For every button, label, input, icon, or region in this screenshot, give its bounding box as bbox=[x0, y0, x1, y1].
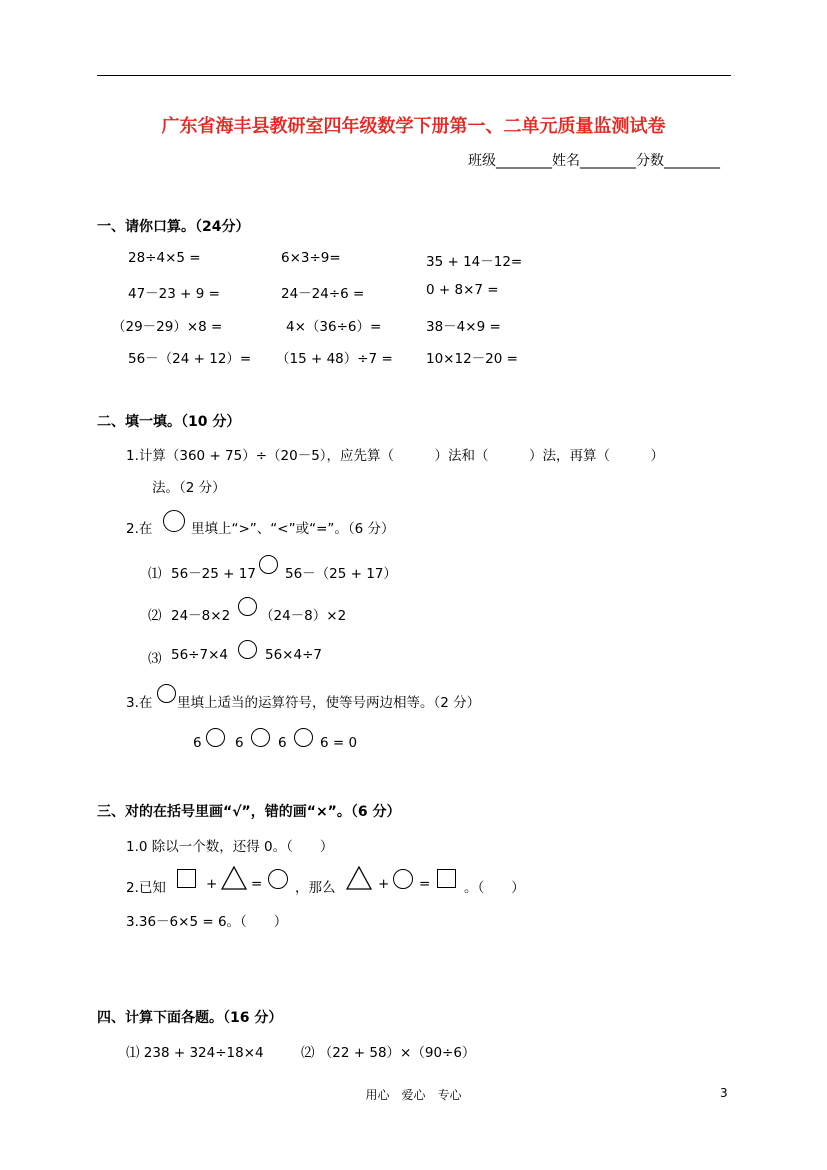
page-footer: 用心 爱心 专心 bbox=[365, 1088, 462, 1102]
compare-circle-icon[interactable] bbox=[238, 640, 257, 659]
s2-q2-item-right: 56－（25 + 17） bbox=[285, 566, 397, 582]
s3-q2-eq2: = bbox=[419, 876, 431, 892]
s2-q1-line1: 1.计算（360 + 75）÷（20－5），应先算（ ）法和（ ）法，再算（ ） bbox=[126, 448, 665, 464]
square-icon bbox=[177, 869, 196, 888]
s2-q2-prefix: 2.在 bbox=[126, 521, 153, 537]
operator-circle-icon[interactable] bbox=[206, 728, 225, 747]
s3-q2-mid: ，那么 bbox=[295, 880, 336, 896]
operator-circle-icon[interactable] bbox=[294, 728, 313, 747]
calc-item: 56－（24 + 12）= bbox=[128, 351, 252, 367]
calc-item: 35 + 14－12= bbox=[426, 254, 523, 270]
page-title: 广东省海丰县教研室四年级数学下册第一、二单元质量监测试卷 bbox=[161, 116, 666, 137]
s2-q2-item-label: ⑶ bbox=[148, 651, 162, 667]
page-number: 3 bbox=[720, 1086, 728, 1100]
s2-q2-item-label: ⑵ bbox=[148, 608, 162, 624]
s3-q2-eq: = bbox=[251, 876, 263, 892]
compare-circle-icon[interactable] bbox=[238, 597, 257, 616]
s2-q2-item-right: （24－8）×2 bbox=[260, 608, 347, 624]
s2-q2-item-label: ⑴ bbox=[148, 566, 162, 582]
student-info: 班级________姓名________分数________ bbox=[468, 153, 720, 169]
s2-q3-prefix: 3.在 bbox=[126, 695, 153, 711]
calc-item: 6×3÷9= bbox=[281, 250, 341, 266]
square-icon bbox=[437, 869, 456, 888]
s2-q3-number: 6 bbox=[193, 735, 202, 751]
s2-q3-number: 6 bbox=[235, 735, 244, 751]
s3-q3: 3.36－6×5 = 6。（ ） bbox=[126, 914, 288, 930]
s3-q2-end: 。（ ） bbox=[464, 880, 525, 896]
s3-q1: 1.0 除以一个数，还得 0。（ ） bbox=[126, 839, 334, 855]
s3-q2-plus2: + bbox=[378, 876, 390, 892]
s3-q2-prefix: 2.已知 bbox=[126, 880, 166, 896]
triangle-icon bbox=[346, 866, 372, 890]
section1-heading: 一、请你口算。（24分） bbox=[97, 219, 250, 235]
operator-circle-icon[interactable] bbox=[251, 728, 270, 747]
s2-q3-suffix: 里填上适当的运算符号，使等号两边相等。（2 分） bbox=[177, 695, 481, 711]
s2-q3-number: 6 = 0 bbox=[320, 735, 358, 751]
section4-heading: 四、计算下面各题。（16 分） bbox=[97, 1010, 283, 1026]
s2-q2-suffix: 里填上“>”、“<”或“=”。（6 分） bbox=[191, 521, 395, 537]
s2-q2-item-right: 56×4÷7 bbox=[265, 647, 322, 663]
calc-item: 38－4×9 = bbox=[426, 319, 501, 335]
calc-item: （29－29）×8 = bbox=[112, 319, 223, 335]
s2-q2-item-left: 56－25 + 17 bbox=[171, 566, 256, 582]
calc-item: （15 + 48）÷7 = bbox=[276, 351, 393, 367]
calc-item: 47－23 + 9 = bbox=[128, 286, 220, 302]
section3-heading: 三、对的在括号里画“√”，错的画“×”。（6 分） bbox=[97, 804, 401, 820]
calc-item: 0 + 8×7 = bbox=[426, 282, 499, 298]
triangle-icon bbox=[221, 866, 247, 890]
s3-q2-plus: + bbox=[206, 876, 218, 892]
section2-heading: 二、填一填。（10 分） bbox=[97, 414, 241, 430]
s4-q2: ⑵ （22 + 58）×（90÷6） bbox=[301, 1045, 476, 1061]
calc-item: 10×12－20 = bbox=[426, 351, 518, 367]
calc-item: 28÷4×5 = bbox=[128, 250, 201, 266]
answer-circle-icon bbox=[157, 684, 176, 703]
calc-item: 24－24÷6 = bbox=[281, 286, 365, 302]
answer-circle-icon bbox=[163, 510, 185, 532]
circle-icon bbox=[268, 869, 288, 889]
calc-item: 4×（36÷6）= bbox=[286, 319, 382, 335]
s2-q1-line2: 法。（2 分） bbox=[152, 480, 226, 496]
circle-icon bbox=[393, 869, 413, 889]
s2-q2-item-left: 24－8×2 bbox=[171, 608, 231, 624]
s2-q2-item-left: 56÷7×4 bbox=[171, 647, 228, 663]
s2-q3-number: 6 bbox=[278, 735, 287, 751]
compare-circle-icon[interactable] bbox=[259, 555, 278, 574]
s4-q1: ⑴ 238 + 324÷18×4 bbox=[126, 1045, 264, 1061]
top-rule bbox=[97, 75, 731, 76]
